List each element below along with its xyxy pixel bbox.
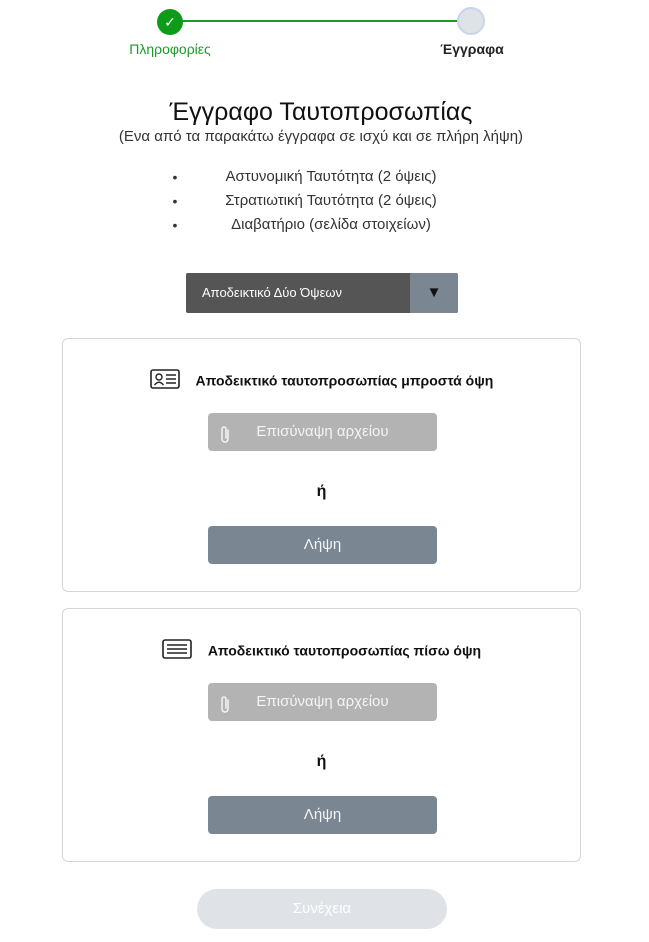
front-attach-file-label: Επισύναψη αρχείου — [256, 423, 389, 440]
list-item: • Στρατιωτική Ταυτότητα (2 όψεις) — [170, 189, 470, 213]
progress-stepper — [0, 0, 649, 70]
step-label-documents: Έγγραφα — [440, 41, 504, 57]
paperclip-icon — [218, 692, 232, 730]
front-side-upload-card — [62, 338, 581, 592]
back-capture-button[interactable]: Λήψη — [208, 796, 437, 834]
id-card-icon — [150, 369, 180, 392]
or-separator: ή — [316, 753, 327, 770]
document-type-select[interactable] — [186, 273, 458, 313]
bullet-icon: • — [172, 169, 178, 185]
accepted-documents-list — [170, 165, 470, 237]
back-side-title: Αποδεικτικό ταυτοπροσωπίας πίσω όψη — [207, 642, 482, 659]
paperclip-icon — [218, 422, 232, 460]
continue-button[interactable]: Συνέχεια — [197, 889, 447, 929]
stepper-line — [170, 20, 472, 22]
step-current-indicator — [457, 7, 485, 35]
or-separator: ή — [316, 483, 327, 500]
list-item: • Διαβατήριο (σελίδα στοιχείων) — [170, 213, 470, 237]
back-side-upload-card — [62, 608, 581, 862]
page-title: Έγγραφο Ταυτοπροσωπίας — [169, 98, 473, 126]
front-side-header — [63, 369, 580, 392]
back-side-header — [63, 639, 580, 662]
bullet-icon: • — [172, 193, 178, 209]
dropdown-arrow-icon[interactable]: ▼ — [410, 273, 458, 313]
document-type-value: Αποδεικτικό Δύο Όψεων — [202, 285, 343, 300]
front-attach-file-button[interactable] — [208, 413, 437, 451]
id-card-back-icon — [162, 639, 192, 662]
list-item: • Αστυνομική Ταυτότητα (2 όψεις) — [170, 165, 470, 189]
front-side-title: Αποδεικτικό ταυτοπροσωπίας μπροστά όψη — [195, 372, 494, 389]
step-label-info: Πληροφορίες — [129, 41, 211, 57]
back-attach-file-label: Επισύναψη αρχείου — [256, 693, 389, 710]
back-attach-file-button[interactable] — [208, 683, 437, 721]
bullet-icon: • — [172, 217, 178, 233]
step-completed-check-icon: ✓ — [157, 9, 183, 35]
page-subtitle: (Ενα από τα παρακάτω έγγραφα σε ισχύ και σε πλήρη λήψη) — [118, 128, 524, 145]
front-capture-button[interactable]: Λήψη — [208, 526, 437, 564]
